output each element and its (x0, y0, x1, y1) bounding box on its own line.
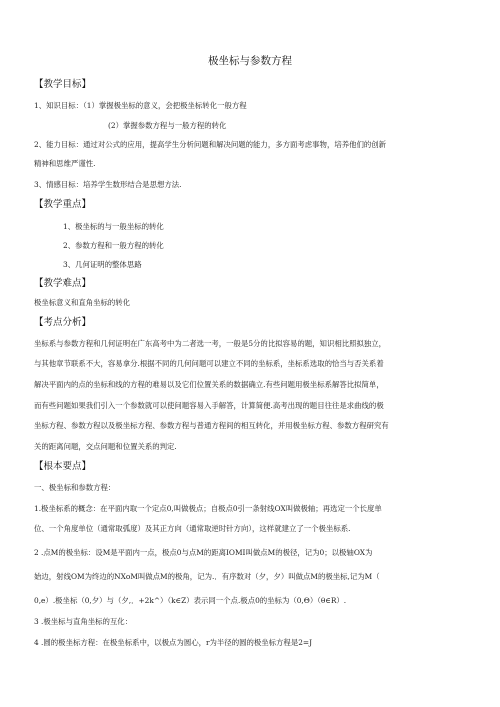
essentials-line: 4 .圆的极坐标方程：在极坐标系中，以极点为圆心，r为半径的圆的极坐标方程是2=J (34, 638, 313, 647)
knowledge-goal-line-2: (2）掌握参数方程与一般方程的转化 (108, 121, 227, 130)
ability-goal-line-1: 2、能力目标：通过对公式的应用，提高学生分析问题和解决问题的能力，多方面考虑事物，培养他们的创新 (34, 140, 387, 149)
key-point-item: 1、极坐标的与一般坐标的转化 (63, 222, 164, 231)
essentials-line: 2 .点M的极坐标：设M是平面内一点，极点0与点M的距离IOMI叫做点M的极径，记为0；以极轴OX为 (34, 548, 373, 557)
essentials-line: 位、一个角度单位（通常取弧度）及其正方向（通常取逆时针方向），这样就建立了一个极坐标系. (34, 524, 351, 533)
emotion-goal-line: 3、情感目标：培养学生数形结合是思想方法. (34, 180, 182, 189)
difficulty-heading: 【教学难点】 (34, 278, 92, 289)
essentials-line: 始边，射线OM为终边的NXoM叫做点M的极角，记为.．有序数对（夕，夕）叫做点M的极坐标,记为M（ (34, 572, 380, 581)
essentials-line: 0,e）.极坐标（0,夕）与（夕,．+2k^）（k∈Z）表示同一个点.极点0的坐标为（0,Θ）（θ∈R）. (34, 596, 347, 605)
key-points-heading: 【教学重点】 (34, 199, 92, 210)
key-point-item: 3、几何证明的整体思路 (63, 260, 142, 269)
analysis-line: 解决平面内的点的坐标和线的方程的难易以及它们位置关系的数据确立.有些问题用极坐标系解答比拟简单， (34, 380, 384, 389)
essentials-line: 3 .极坐标与直角坐标的互化： (34, 617, 133, 626)
analysis-line: 而有些问题如果我们引入一个参数就可以使问题容易入手解答，计算简便.高考出现的题目往往是求曲线的极 (34, 401, 384, 410)
page-title: 极坐标与参数方程 (208, 55, 292, 67)
difficulty-text: 极坐标意义和直角坐标的转化 (34, 298, 131, 307)
essentials-line: 一、极坐标和参数方程： (34, 483, 116, 492)
knowledge-goal-line-1: 1、知识目标：（1）掌握极坐标的意义，会把极坐标转化一般方程 (34, 101, 247, 110)
key-point-item: 2、参数方程和一般方程的转化 (63, 241, 164, 250)
essentials-line: 1.极坐标系的概念：在平面内取一个定点0,叫做极点；自极点0引一条射线OX叫做极轴；再选定一个长度单 (34, 504, 382, 513)
analysis-line: 关的距离问题，交点问题和位置关系的判定. (34, 442, 177, 451)
analysis-heading: 【考点分析】 (34, 317, 92, 328)
analysis-line: 与其他章节联系不大，容易拿分.根据不同的几何问题可以建立不同的坐标系，坐标系选取的恰当与否关系着 (34, 359, 384, 368)
goals-heading: 【教学目标】 (34, 79, 92, 90)
analysis-line: 坐标系与参数方程和几何证明在广东高考中为二者选一考，一般是5分的比拟容易的题，知识相比照拟独立， (34, 339, 387, 348)
ability-goal-line-2: 精神和思维严谨性. (34, 159, 96, 168)
essentials-heading: 【根本要点】 (34, 461, 92, 472)
analysis-line: 坐标方程、参数方程以及极坐标方程、参数方程与普通方程间的相互转化，并用极坐标方程、参数方程研究有 (34, 421, 389, 430)
